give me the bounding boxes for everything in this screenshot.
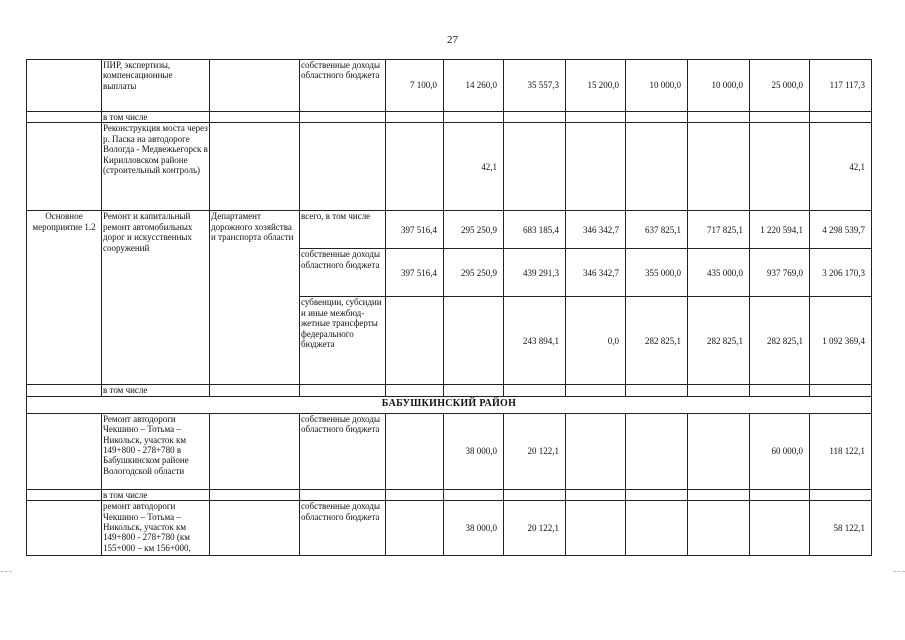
- value-cell: [386, 501, 444, 556]
- value-cell: 346 342,7: [566, 211, 626, 249]
- funding-source-cell: субвенции, субсидии и иные межбюд- жетные трансферты федерального бюджета: [300, 297, 386, 385]
- value-cell: 58 122,1: [810, 501, 872, 556]
- value-cell: 397 516,4: [386, 249, 444, 297]
- table-row-including: [27, 489, 872, 500]
- value-cell: 295 250,9: [444, 211, 504, 249]
- value-cell: [688, 501, 750, 556]
- table-row-bridge: [27, 123, 872, 211]
- funding-source-cell: всего, в том числе: [300, 211, 386, 249]
- value-cell: 42,1: [444, 123, 504, 211]
- page-edge-mark: [0, 571, 12, 572]
- value-cell: 20 122,1: [504, 501, 566, 556]
- value-cell: 717 825,1: [688, 211, 750, 249]
- including-label: в том числе: [102, 112, 210, 123]
- table-row-region: [27, 396, 872, 413]
- table-row-including: [27, 385, 872, 396]
- value-cell: [688, 413, 750, 489]
- value-cell: 397 516,4: [386, 211, 444, 249]
- value-cell: 937 769,0: [750, 249, 810, 297]
- code-cell: [27, 60, 102, 112]
- value-cell: 683 185,4: [504, 211, 566, 249]
- value-cell: 60 000,0: [750, 413, 810, 489]
- region-heading: БАБУШКИНСКИЙ РАЙОН: [27, 396, 872, 413]
- table-row-event-total: [27, 211, 872, 249]
- value-cell: 25 000,0: [750, 60, 810, 112]
- budget-table: [26, 59, 872, 556]
- value-cell: [688, 123, 750, 211]
- table-row-pir: [27, 60, 872, 112]
- measure-name-cell: ремонт автодороги Чекшино – Тотьма – Никольск, участок км 149+800 - 278+780 (км 155+000 – км 156+000,: [102, 501, 210, 556]
- value-cell: 3 206 170,3: [810, 249, 872, 297]
- including-label: в том числе: [102, 385, 210, 396]
- value-cell: 295 250,9: [444, 249, 504, 297]
- value-cell: 14 260,0: [444, 60, 504, 112]
- table-row-road-repair: [27, 413, 872, 489]
- value-cell: [386, 413, 444, 489]
- value-cell: [566, 501, 626, 556]
- value-cell: 282 825,1: [688, 297, 750, 385]
- value-cell: 118 122,1: [810, 413, 872, 489]
- measure-name-cell: Ремонт и капитальный ремонт автомобильных дорог и искусственных сооружений: [102, 211, 210, 385]
- value-cell: 1 220 594,1: [750, 211, 810, 249]
- value-cell: [626, 413, 688, 489]
- value-cell: 117 117,3: [810, 60, 872, 112]
- value-cell: 35 557,3: [504, 60, 566, 112]
- page-number: 27: [447, 34, 458, 46]
- value-cell: 38 000,0: [444, 413, 504, 489]
- value-cell: 1 092 369,4: [810, 297, 872, 385]
- value-cell: 435 000,0: [688, 249, 750, 297]
- value-cell: [750, 123, 810, 211]
- value-cell: [444, 297, 504, 385]
- value-cell: 15 200,0: [566, 60, 626, 112]
- funding-source-cell: собственные доходы областного бюджета: [300, 60, 386, 112]
- value-cell: 282 825,1: [750, 297, 810, 385]
- value-cell: [626, 501, 688, 556]
- value-cell: 282 825,1: [626, 297, 688, 385]
- executor-cell: [210, 60, 300, 112]
- value-cell: 346 342,7: [566, 249, 626, 297]
- value-cell: 0,0: [566, 297, 626, 385]
- measure-name-cell: Реконструкция моста через р. Паска на автодороге Вологда - Медвежьегорск в Кирилловском районе (строительный контроль): [102, 123, 210, 211]
- value-cell: 355 000,0: [626, 249, 688, 297]
- value-cell: [750, 501, 810, 556]
- value-cell: 20 122,1: [504, 413, 566, 489]
- value-cell: [626, 123, 688, 211]
- value-cell: 4 298 539,7: [810, 211, 872, 249]
- including-label: в том числе: [102, 489, 210, 500]
- value-cell: [504, 123, 566, 211]
- table-row-including: [27, 112, 872, 123]
- value-cell: 243 894,1: [504, 297, 566, 385]
- value-cell: [566, 413, 626, 489]
- value-cell: [386, 297, 444, 385]
- event-code-cell: Основное мероприятие 1.2: [27, 211, 102, 385]
- value-cell: [566, 123, 626, 211]
- value-cell: 10 000,0: [626, 60, 688, 112]
- value-cell: 439 291,3: [504, 249, 566, 297]
- value-cell: 42,1: [810, 123, 872, 211]
- page-edge-mark: [893, 571, 905, 572]
- executor-cell: Департамент дорожного хозяйства и транспорта области: [210, 211, 300, 385]
- value-cell: 7 100,0: [386, 60, 444, 112]
- value-cell: [386, 123, 444, 211]
- measure-name-cell: ПИР, экспертизы, компенсационные выплаты: [102, 60, 210, 112]
- value-cell: 38 000,0: [444, 501, 504, 556]
- table-row-road-repair-sub: [27, 501, 872, 556]
- value-cell: 637 825,1: [626, 211, 688, 249]
- funding-source-cell: собственные доходы областного бюджета: [300, 501, 386, 556]
- measure-name-cell: Ремонт автодороги Чекшино – Тотьма – Никольск, участок км 149+800 - 278+780 в Бабушкинском районе Вологодской области: [102, 413, 210, 489]
- funding-source-cell: собственные доходы областного бюджета: [300, 249, 386, 297]
- funding-source-cell: собственные доходы областного бюджета: [300, 413, 386, 489]
- value-cell: 10 000,0: [688, 60, 750, 112]
